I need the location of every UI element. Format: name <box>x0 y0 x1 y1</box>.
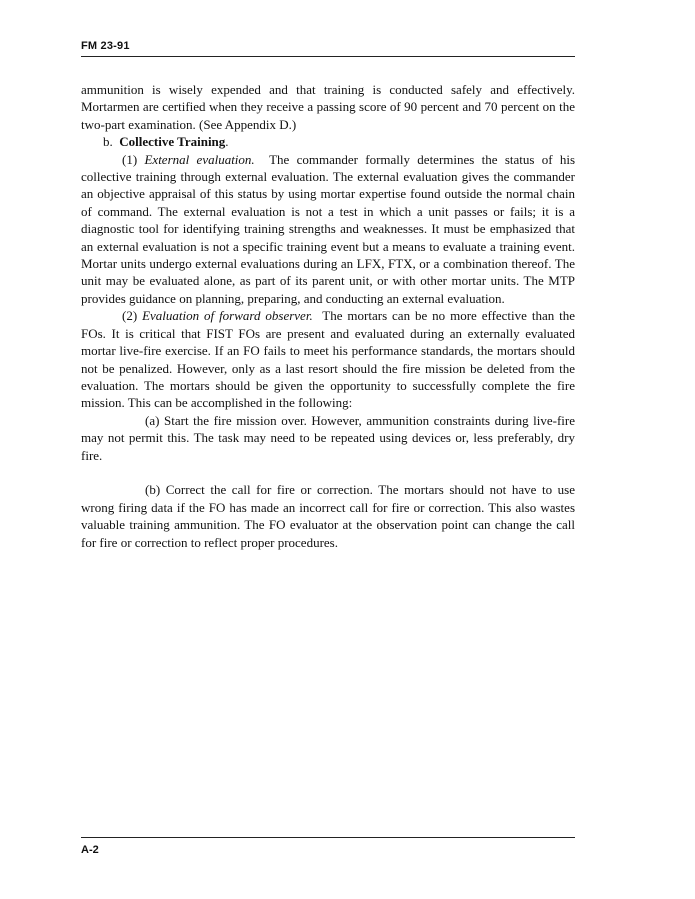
manual-id-header: FM 23-91 <box>81 40 130 52</box>
sub-a-marker: (a) <box>145 412 160 428</box>
section-b-marker: b. <box>103 134 113 150</box>
paragraph-external-evaluation <box>81 151 575 308</box>
para-1-title: External evaluation. <box>144 151 255 167</box>
section-b-title-punct: . <box>225 134 229 150</box>
sub-a-text: Start the fire mission over. However, ammunition constraints during live-fire may not permit this. The task may need to be repeated using devices or, less preferably, dry fire. <box>81 412 576 463</box>
paragraph-forward-observer <box>81 307 575 411</box>
para-1-text: The commander formally determines the status of his collective training through external evaluation. The external evaluation gives the commander an objective appraisal of this status by using mortar expertise found outside the normal chain of command. The external evaluation is not a test in which a unit passes or fails; it is a diagnostic tool for identifying training strengths and weaknesses. It must be emphasized that an external evaluation is not a specific training event but a means to evaluate a training event. Mortar units undergo external evaluations during an LFX, FTX, or a combination thereof. The unit may be evaluated alone, as part of its parent unit, or with other mortar units. The MTP provides guidance on planning, preparing, and conducting an external evaluation. <box>81 151 576 306</box>
page-number: A-2 <box>81 844 99 856</box>
subparagraph-a <box>81 412 575 464</box>
intro-paragraph-text: ammunition is wisely expended and that training is conducted safely and effectively. Mortarmen are certified when they receive a passing score of 90 percent and 70 percent on the two-part examination. (See Appendix D.) <box>81 82 575 132</box>
document-body <box>81 81 575 551</box>
section-b-title: Collective Training <box>119 134 226 150</box>
subparagraph-b <box>81 481 575 551</box>
section-b-heading <box>81 133 575 150</box>
sub-b-marker: (b) <box>145 482 161 498</box>
footer-rule <box>81 837 575 838</box>
header-rule <box>81 56 575 57</box>
sub-b-text: Correct the call for fire or correction. The mortars should not have to use wrong firing data if the FO has made an incorrect call for fire or correction. This also wastes valuable training ammunition. The FO evaluator at the observation point can change the call for fire or correction to reflect proper procedures. <box>81 482 576 550</box>
para-1-marker: (1) <box>122 151 138 167</box>
intro-paragraph <box>81 81 575 133</box>
para-2-text: The mortars can be no more effective than the FOs. It is critical that FIST FOs are present and evaluated during an externally evaluated mortar live-fire exercise. If an FO fails to meet his performance standards, the mortars should not be penalized. However, only as a last resort should the fire mission be deleted from the evaluation. The mortars should be given the opportunity to successfully complete the fire mission. This can be accomplished in the following: <box>81 308 576 411</box>
para-2-title: Evaluation of forward observer. <box>142 308 313 324</box>
para-2-marker: (2) <box>122 308 138 324</box>
